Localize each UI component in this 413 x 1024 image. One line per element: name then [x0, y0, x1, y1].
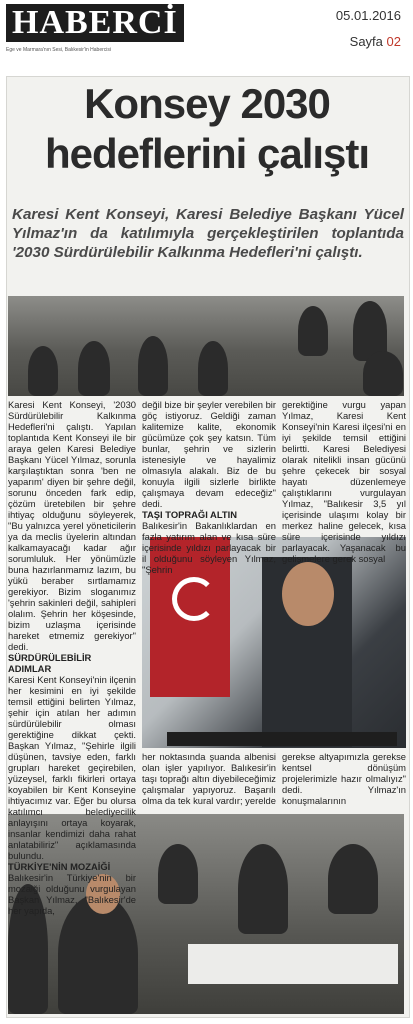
issue-date: 05.01.2016: [335, 8, 401, 23]
column-1-paragraph-3: Balıkesir'in Türkiye'nin bir mozaiği olduğunu vurgulayan Başkan Yılmaz, "Balıkesir'de her yapıda,: [8, 872, 136, 916]
subheading-sustainable-steps: SÜRDÜRÜLEBİLİR ADIMLAR: [8, 652, 92, 674]
lead-paragraph: Karesi Kent Konseyi, Karesi Belediye Başkanı Yücel Yılmaz'ın da katılımıyla gerçekleştirilen toplantıda '2030 Sürdürülebilir Kalkınma Hedefleri'ni çalıştı.: [12, 206, 404, 261]
page-label: Sayfa: [349, 34, 383, 49]
page-number: 02: [386, 34, 401, 49]
subheading-turkey-mosaic: TÜRKİYE'NİN MOZAİĞİ: [8, 861, 111, 872]
article-column-2: [142, 399, 276, 575]
headline-line-2: hedeflerini çalıştı: [44, 130, 370, 177]
column-1-paragraph-1: Karesi Kent Konseyi, '2030 Sürdürülebilir Kalkınma Hedefleri'ni çalıştı. Yapılan toplantıda Kent Konseyi ile bir araya gelen Karesi Belediye Başkanı Yücel Yılmaz, sorunla karşılaştıktan sonra 'ben ne yaparım' diyen bir şehre değil, sorunu önceden fark edip, çözüm üretebilen bir şehre ihtiyaç olduğunu söyleyerek, "Bu yalnızca yerel yöneticilerin ya da meclis üyelerin altından kalkamayacağı kadar ağır sorumluluk. Her yönümüzle buna hazırlanmamız lazım, bu yükü beraber sırtlamamız gerekiyor. Bizim sloganımız 'şehrin sakinleri değil, sahipleri olalım. Şehrin her köşesinde, bizim uzlaşma içerisinde hareket etmemiz gerekiyor" dedi.: [8, 399, 136, 652]
column-1-paragraph-2: Karesi Kent Konseyi'nin ilçenin her kesimini en iyi şekilde temsil ettiğini belirten Yılmaz, şehir için atılan her adımın sürdürülebilir olması gerektiğine dikkat çekti. Başkan Yılmaz, "Şehirle ilgili düşünen, tavsiye eden, farklı grupları hareket geçirebilen, yüzeysel, farklı fikirleri ortaya koyabilen bir Kent Konseyine ihtiyacımız var. Eğer bu olursa katılımcı belediyecilik anlayışını ortaya koyarak, insanlar kendimizi daha rahat anlatabiliriz" açıklamasında bulundu.: [8, 674, 136, 861]
subheading-stone-soil-gold: TAŞI TOPRAĞI ALTIN: [142, 509, 237, 520]
article-column-1: [8, 399, 136, 916]
headline-line-1: Konsey 2030: [84, 80, 330, 127]
article-column-2-continued: [142, 751, 276, 813]
article-column-3-continued: [282, 751, 406, 813]
newspaper-tagline: Ege ve Marmara'nın Sesi, Balıkesir'in Habercisi: [6, 47, 112, 53]
column-2-paragraph-1: değil bize bir şeyler verebilen bir göç istiyoruz. Geldiği zaman kalitemize kalite, ekonomik gücümüze çok şey katsın. Tüm bunlar, şehrin ve sizlerin istenesiyle ve hayalimiz olmasıyla alakalı. Biz de bu konuyla ilgili sizlerle birlikte çalışmaya devam edeceğiz" dedi.: [142, 399, 276, 509]
newspaper-logo: HABERCİ: [6, 4, 184, 42]
article-column-3: [282, 399, 406, 564]
meeting-audience-photo: [8, 296, 404, 396]
column-3-paragraph-1: gerektiğine vurgu yapan Yılmaz, Karesi Kent Konseyi'nin Karesi ilçesi'ni en iyi şekilde temsil ettiğini belirtti. Karesi Belediyesi olarak nitelikli insan gücünü şehre çekecek bir sosyal hayatı düzenlemeye çalıştıklarını vurgulayan Yılmaz, "Balıkesir 3,5 yıl içerisinde ulaşımı kolay bir merkez haline gelecek, kısa süre içerisinde yıldızı parlayacak. Yaşanacak bu gelişmelere gerek sosyal: [282, 399, 406, 564]
page-indicator: [350, 34, 401, 49]
column-3-paragraph-2: gerekse altyapımızla gerekse kentsel dönüşüm projelerimizle hazır olmalıyız" dedi. Yılmaz'ın konuşmalarının: [282, 751, 406, 806]
column-2-paragraph-3: her noktasında şuanda albenisi olan işler yapılıyor. Balıkesir'in taşı toprağı altın diyebileceğimiz çalışmalar yapıyoruz. Başarılı olma da tek kural vardır; yerelde: [142, 751, 276, 806]
column-2-paragraph-2: Balıkesir'in Bakanlıklardan en fazla yatırım alan ve kısa süre içerisinde yıldızı parlayacak bir il olduğunu söyleyen Yılmaz, "Şehrin: [142, 520, 276, 575]
